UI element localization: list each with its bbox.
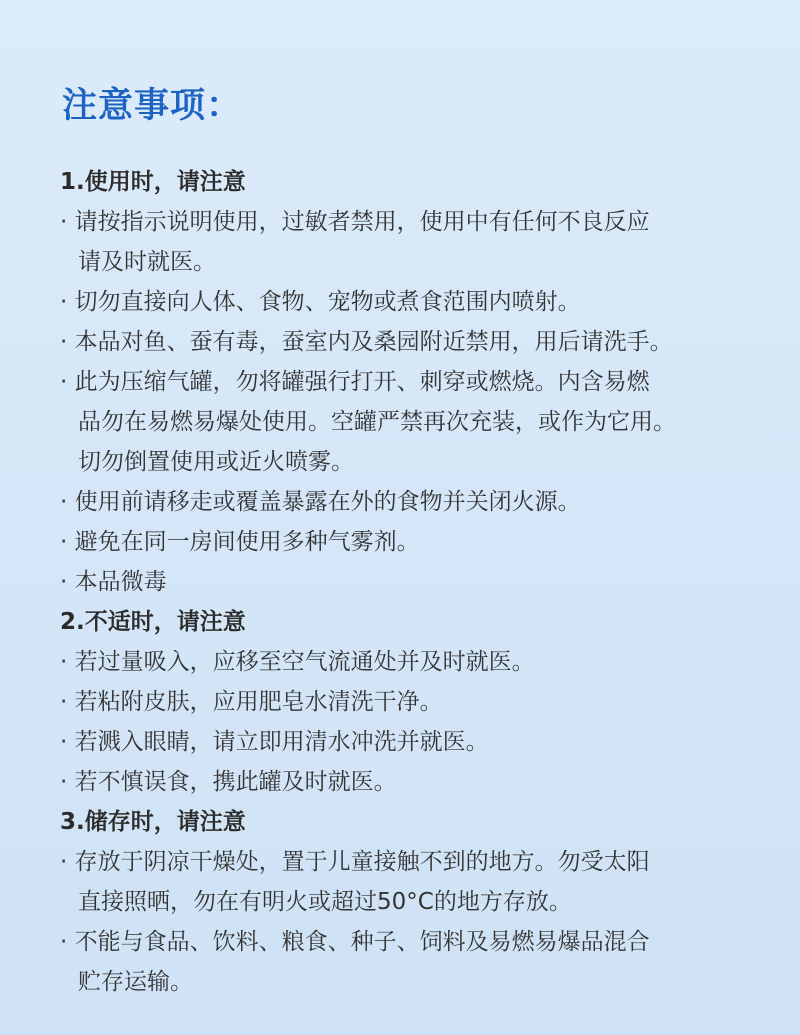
section-heading: 3.储存时，请注意 [60,809,246,835]
list-item [60,362,790,482]
list-item [60,682,790,722]
item-text-line: 请及时就医。 [78,249,216,275]
item-text-line: · 存放于阴凉干燥处，置于儿童接触不到的地方。勿受太阳 [60,849,650,875]
item-text-line: 贮存运输。 [78,969,193,995]
item-text-line: 直接照晒，勿在有明火或超过50°C的地方存放。 [78,889,572,915]
list-item [60,522,790,562]
list-item [60,202,790,282]
notice-section [60,162,790,602]
list-item [60,722,790,762]
section-heading: 2.不适时，请注意 [60,609,246,635]
item-text-line: · 请按指示说明使用，过敏者禁用，使用中有任何不良反应 [60,209,650,235]
page-title: 注意事项： [62,86,243,126]
list-item [60,642,790,682]
item-text-line: · 若过量吸入，应移至空气流通处并及时就医。 [60,649,535,675]
item-text-line: · 此为压缩气罐，勿将罐强行打开、刺穿或燃烧。内含易燃 [60,369,650,395]
item-text-line: · 本品对鱼、蚕有毒，蚕室内及桑园附近禁用，用后请洗手。 [60,329,673,355]
list-item [60,282,790,322]
item-text-line: · 若溅入眼睛，请立即用清水冲洗并就医。 [60,729,489,755]
item-text-line: · 避免在同一房间使用多种气雾剂。 [60,529,420,555]
item-text-line: · 使用前请移走或覆盖暴露在外的食物并关闭火源。 [60,489,581,515]
item-text-line: 切勿倒置使用或近火喷雾。 [78,449,354,475]
item-text-line: 品勿在易燃易爆处使用。空罐严禁再次充装，或作为它用。 [78,409,676,435]
notice-section [60,802,790,1002]
item-text-line: · 不能与食品、饮料、粮食、种子、饲料及易燃易爆品混合 [60,929,650,955]
item-text-line: · 若粘附皮肤，应用肥皂水清洗干净。 [60,689,443,715]
list-item [60,842,790,922]
list-item [60,922,790,1002]
item-text-line: · 若不慎误食，携此罐及时就医。 [60,769,397,795]
list-item [60,482,790,522]
item-text-line: · 切勿直接向人体、食物、宠物或煮食范围内喷射。 [60,289,581,315]
list-item [60,562,790,602]
section-heading: 1.使用时，请注意 [60,169,246,195]
list-item [60,762,790,802]
item-text-line: · 本品微毒 [60,569,167,595]
notice-section [60,602,790,802]
list-item [60,322,790,362]
notice-content [60,162,790,1002]
